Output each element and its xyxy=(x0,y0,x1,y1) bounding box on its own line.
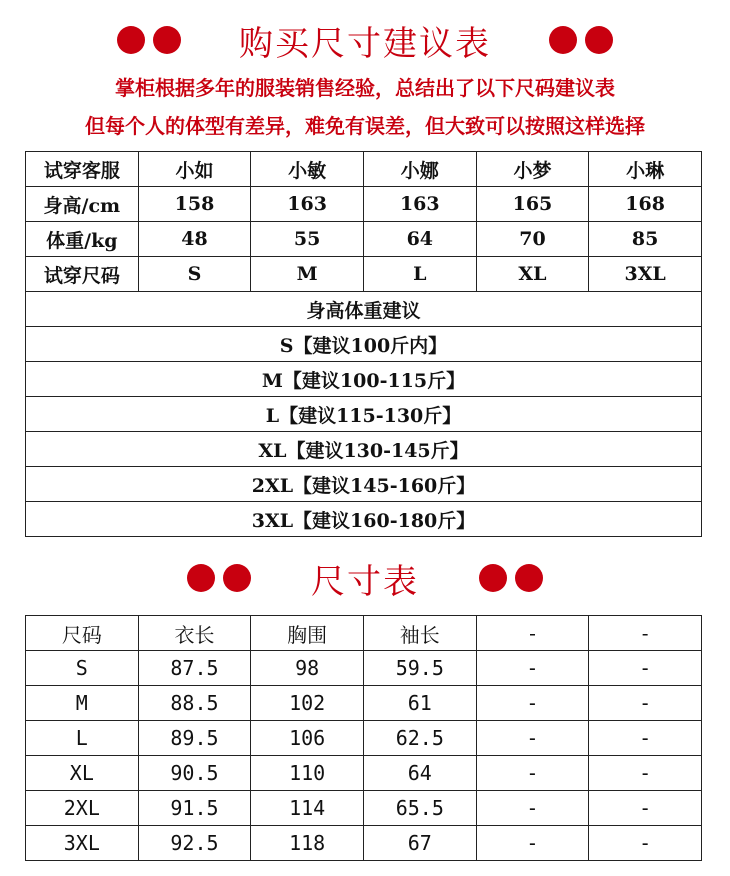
table-cell: 小如 xyxy=(138,152,251,187)
section1-title: 购买尺寸建议表 xyxy=(239,23,491,64)
table-cell: 92.5 xyxy=(138,826,251,861)
table-row xyxy=(26,756,702,791)
table-cell: 98 xyxy=(251,651,364,686)
advice-heading: 身高体重建议 xyxy=(26,292,702,327)
table-cell: 102 xyxy=(251,686,364,721)
table-cell: - xyxy=(476,826,589,861)
left-dots-decoration xyxy=(187,564,251,592)
advice-item: M【建议100-115斤】 xyxy=(26,362,702,397)
table-cell: 小琳 xyxy=(589,152,702,187)
dot-icon xyxy=(515,564,543,592)
table-row xyxy=(26,187,702,222)
table-cell: 89.5 xyxy=(138,721,251,756)
table-cell: 试穿客服 xyxy=(26,152,139,187)
table-cell: S xyxy=(138,257,251,292)
table-cell: 试穿尺码 xyxy=(26,257,139,292)
fitting-header-row xyxy=(26,152,702,187)
table-cell: 3XL xyxy=(26,826,139,861)
table-row xyxy=(26,257,702,292)
dot-icon xyxy=(479,564,507,592)
table-row xyxy=(26,791,702,826)
table-cell: 110 xyxy=(251,756,364,791)
table-row xyxy=(26,502,702,537)
table-cell: 65.5 xyxy=(363,791,476,826)
table-cell: 身高/cm xyxy=(26,187,139,222)
size-chart-header-row xyxy=(26,616,702,651)
table-cell: XL xyxy=(26,756,139,791)
left-dots-decoration xyxy=(117,26,181,54)
table-cell: 小敏 xyxy=(251,152,364,187)
section2-title: 尺寸表 xyxy=(311,561,419,602)
right-dots-decoration xyxy=(549,26,613,54)
table-row xyxy=(26,432,702,467)
advice-item: 3XL【建议160-180斤】 xyxy=(26,502,702,537)
note-line-2: 但每个人的体型有差异，难免有误差，但大致可以按照这样选择 xyxy=(85,114,645,138)
table-row xyxy=(26,222,702,257)
table-cell: 胸围 xyxy=(251,616,364,651)
table-cell: 118 xyxy=(251,826,364,861)
table-cell: 88.5 xyxy=(138,686,251,721)
dot-icon xyxy=(187,564,215,592)
table-cell: - xyxy=(476,686,589,721)
table-cell: 尺码 xyxy=(26,616,139,651)
table-cell: - xyxy=(589,616,702,651)
table-row xyxy=(26,826,702,861)
dot-icon xyxy=(153,26,181,54)
table-cell: 小梦 xyxy=(476,152,589,187)
table-cell: 91.5 xyxy=(138,791,251,826)
table-cell: 85 xyxy=(589,222,702,257)
table-cell: 62.5 xyxy=(363,721,476,756)
table-cell: - xyxy=(476,791,589,826)
table-cell: 55 xyxy=(251,222,364,257)
table-cell: 106 xyxy=(251,721,364,756)
table-row xyxy=(26,651,702,686)
table-cell: 168 xyxy=(589,187,702,222)
table-cell: - xyxy=(589,686,702,721)
table-cell: XL xyxy=(476,257,589,292)
advice-item: L【建议115-130斤】 xyxy=(26,397,702,432)
table-cell: 体重/kg xyxy=(26,222,139,257)
dot-icon xyxy=(223,564,251,592)
table-cell: 64 xyxy=(363,756,476,791)
table-cell: 64 xyxy=(363,222,476,257)
table-cell: 67 xyxy=(363,826,476,861)
dot-icon xyxy=(549,26,577,54)
table-cell: 163 xyxy=(251,187,364,222)
section1-title-row xyxy=(0,18,730,62)
table-cell: - xyxy=(589,826,702,861)
section2-title-row xyxy=(0,556,730,600)
table-cell: 小娜 xyxy=(363,152,476,187)
table-cell: - xyxy=(589,756,702,791)
table-cell: 87.5 xyxy=(138,651,251,686)
table-cell: - xyxy=(476,616,589,651)
table-cell: - xyxy=(589,721,702,756)
table-cell: 165 xyxy=(476,187,589,222)
table-cell: 2XL xyxy=(26,791,139,826)
table-cell: 3XL xyxy=(589,257,702,292)
table-cell: S xyxy=(26,651,139,686)
table-cell: M xyxy=(251,257,364,292)
table-cell: L xyxy=(26,721,139,756)
table-row xyxy=(26,686,702,721)
table-row xyxy=(26,362,702,397)
table-cell: - xyxy=(589,791,702,826)
table-cell: - xyxy=(476,651,589,686)
table-cell: 114 xyxy=(251,791,364,826)
table-cell: M xyxy=(26,686,139,721)
table-cell: - xyxy=(589,651,702,686)
table-cell: 90.5 xyxy=(138,756,251,791)
table-cell: L xyxy=(363,257,476,292)
table-cell: 61 xyxy=(363,686,476,721)
table-cell: - xyxy=(476,721,589,756)
fitting-table xyxy=(25,151,702,537)
table-cell: 59.5 xyxy=(363,651,476,686)
table-cell: - xyxy=(476,756,589,791)
advice-heading-row xyxy=(26,292,702,327)
table-row xyxy=(26,397,702,432)
dot-icon xyxy=(117,26,145,54)
dot-icon xyxy=(585,26,613,54)
table-cell: 158 xyxy=(138,187,251,222)
advice-item: S【建议100斤内】 xyxy=(26,327,702,362)
table-cell: 袖长 xyxy=(363,616,476,651)
table-row xyxy=(26,721,702,756)
table-row xyxy=(26,467,702,502)
advice-item: 2XL【建议145-160斤】 xyxy=(26,467,702,502)
advice-item: XL【建议130-145斤】 xyxy=(26,432,702,467)
table-cell: 48 xyxy=(138,222,251,257)
table-cell: 衣长 xyxy=(138,616,251,651)
table-row xyxy=(26,327,702,362)
size-chart-table xyxy=(25,615,702,861)
note-line-1: 掌柜根据多年的服装销售经验，总结出了以下尺码建议表 xyxy=(115,76,615,100)
table-cell: 70 xyxy=(476,222,589,257)
right-dots-decoration xyxy=(479,564,543,592)
table-cell: 163 xyxy=(363,187,476,222)
